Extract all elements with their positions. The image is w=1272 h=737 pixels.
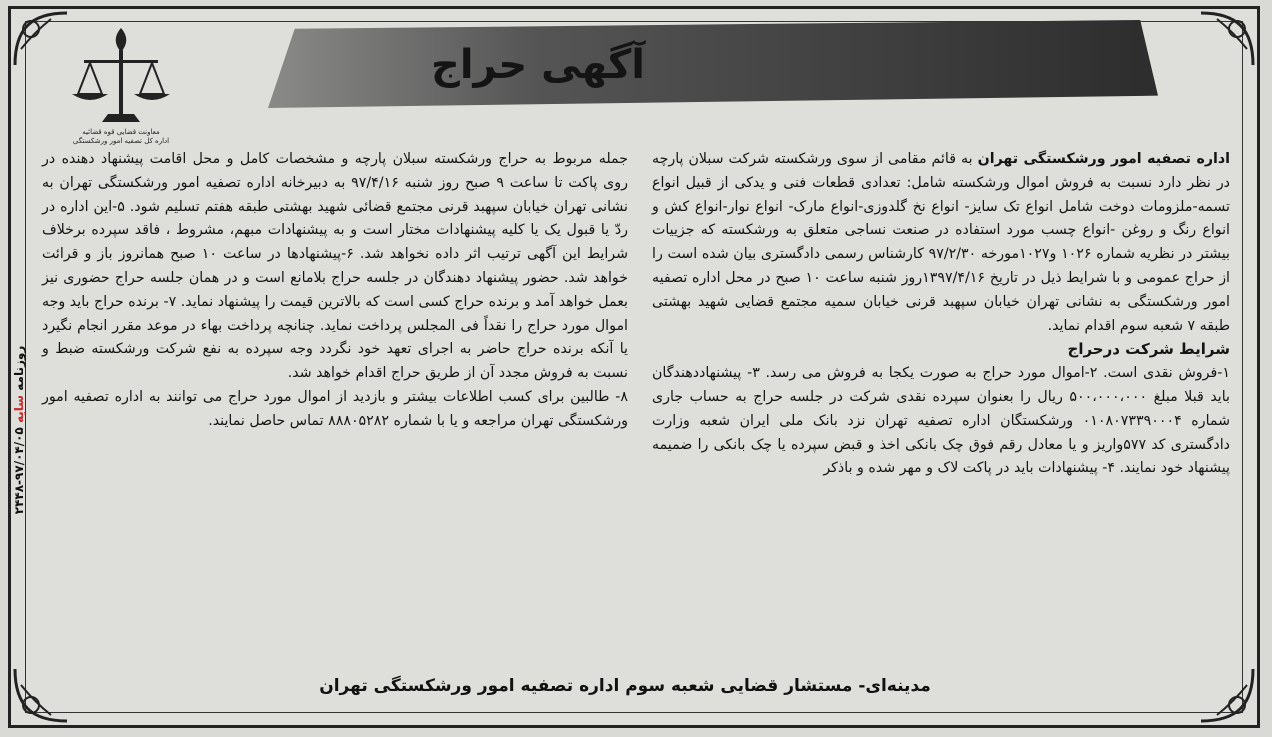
intro-paragraph — [652, 148, 1230, 338]
right-column — [652, 148, 1230, 481]
conditions-heading: شرایط شرکت درحراج — [1067, 340, 1230, 359]
left-column — [42, 148, 628, 434]
intro-heading: اداره تصفیه امور ورشکستگی تهران — [977, 151, 1230, 167]
conditions-body: ۱-فروش نقدی است. ۲-اموال مورد حراج به صورت یکجا به فروش می رسد. ۳- پیشنهاددهندگان باید قبلا مبلغ ۵۰۰،۰۰۰،۰۰۰ ریال را بعنوان سپرده نقدی شرکت در جلسه حراج به حساب جاری شماره ۰۱۰۸۰۷۳۳۹۰۰۰۴ ورشکستگان اداره تصفیه تهران نزد بانک ملی ایران شعبه وزارت دادگستری کد ۵۷۷واریز و یا معادل رقم فوق چک بانکی اخذ و قبض سپرده یا چک بانکی را ضمیمه پیشنهاد خود نمایند. ۴- پیشنهادات باید در پاکت لاک و مهر شده و باذکر — [652, 365, 1230, 477]
page-title: آگهی حراج — [430, 42, 646, 88]
corner-ornament-icon — [11, 9, 71, 69]
issue-number: ۹۷/۰۴/۰۵-۲۴۴۸ — [12, 427, 26, 515]
emblem-caption: معاونت قضایی قوه قضائیه اداره کل تصفیه امور ورشکستگی — [72, 128, 170, 145]
corner-ornament-icon — [11, 665, 71, 725]
paper-name: روزنامه — [12, 345, 26, 391]
corner-ornament-icon — [1197, 665, 1257, 725]
conditions-item-8: ۸- طالبین برای کسب اطلاعات بیشتر و بازدید از اموال مورد حراج می توانند به اداره تصفیه امور ورشکستگی تهران مراجعه و یا با شماره ۸۸۸۰۵۲۸۲ تماس حاصل نمایند. — [42, 388, 628, 429]
conditions-continued: جمله مربوط به حراج ورشکسته سبلان پارچه و مشخصات کامل و محل اقامت پیشنهاد دهنده در روی پاکت تا ساعت ۹ صبح روز شنبه ۹۷/۴/۱۶ به دبیرخانه اداره تصفیه امور ورشکستگی تهران به نشانی تهران خیابان سپهبد قرنی مجتمع قضائی شهید بهشتی طبقه هفتم تسلیم شود. ۵-این اداره در ردّ یا قبول یک یا کلیه پیشنهادات مختار است و به پیشنهادات مبهم، مشروط ، فاقد سپرده برخلاف شرایط این آگهی ترتیب اثر داده نخواهد شد. ۶-پیشنهادها در ساعت ۱۰ صبح همانروز باز و قرائت خواهد شد. حضور پیشنهاد دهندگان در جلسه حراج بلامانع است و در همان جلسه حراج حضوری نیز بعمل خواهد آمد و برنده حراج کسی است که بالاترین قیمت را پیشنهاد نماید. ۷- برنده حراج باید وجه اموال مورد حراج را نقداً فی المجلس پرداخت نماید. چنانچه پرداخت بهاء در موعد مقرر انجام نگیرد یا آنکه برنده حراج حاضر به اجرای تعهد خود نگردد وجه سپرده به نفع شرکت ورشکسته ضبط و نسبت به فروش مجدد آن از طریق حراج اقدام خواهد شد. — [42, 151, 628, 382]
corner-ornament-icon — [1197, 9, 1257, 69]
signature-line: مدینه‌ای- مستشار قضایی شعبه سوم اداره تصفیه امور ورشکستگی تهران — [319, 676, 931, 696]
publication-info — [12, 330, 32, 530]
intro-body: به قائم مقامی از سوی ورشکسته شرکت سبلان پارچه در نظر دارد نسبت به فروش اموال ورشکسته شامل: تعدادی قطعات فنی و یدکی از قبیل انواع تسمه-ملزومات دوخت شامل انواع تک سایز- انواع نخ گلدوزی-انواع مارک- انواع نوار-انواع کش و انواع رنگ و روغن -انواع چسب مورد استفاده در صنعت نساجی متعلق به ورشکسته که جزییات بیشتر در نظریه شماره ۱۰۲۶ و۱۰۲۷مورخه ۹۷/۲/۳۰ کارشناس رسمی دادگستری بیان شده است را از حراج عمومی و با شرایط ذیل در تاریخ ۱۳۹۷/۴/۱۶روز شنبه ساعت ۱۰ صبح در محل اداره تصفیه امور ورشکستگی به نشانی تهران خیابان سپهبد قرنی خیابان سمیه مجتمع قضایی شهید بهشتی طبقه ۷ شعبه سوم اقدام نماید. — [652, 151, 1230, 334]
paper-brand: سایه — [12, 394, 26, 424]
judiciary-emblem-icon — [66, 22, 176, 140]
